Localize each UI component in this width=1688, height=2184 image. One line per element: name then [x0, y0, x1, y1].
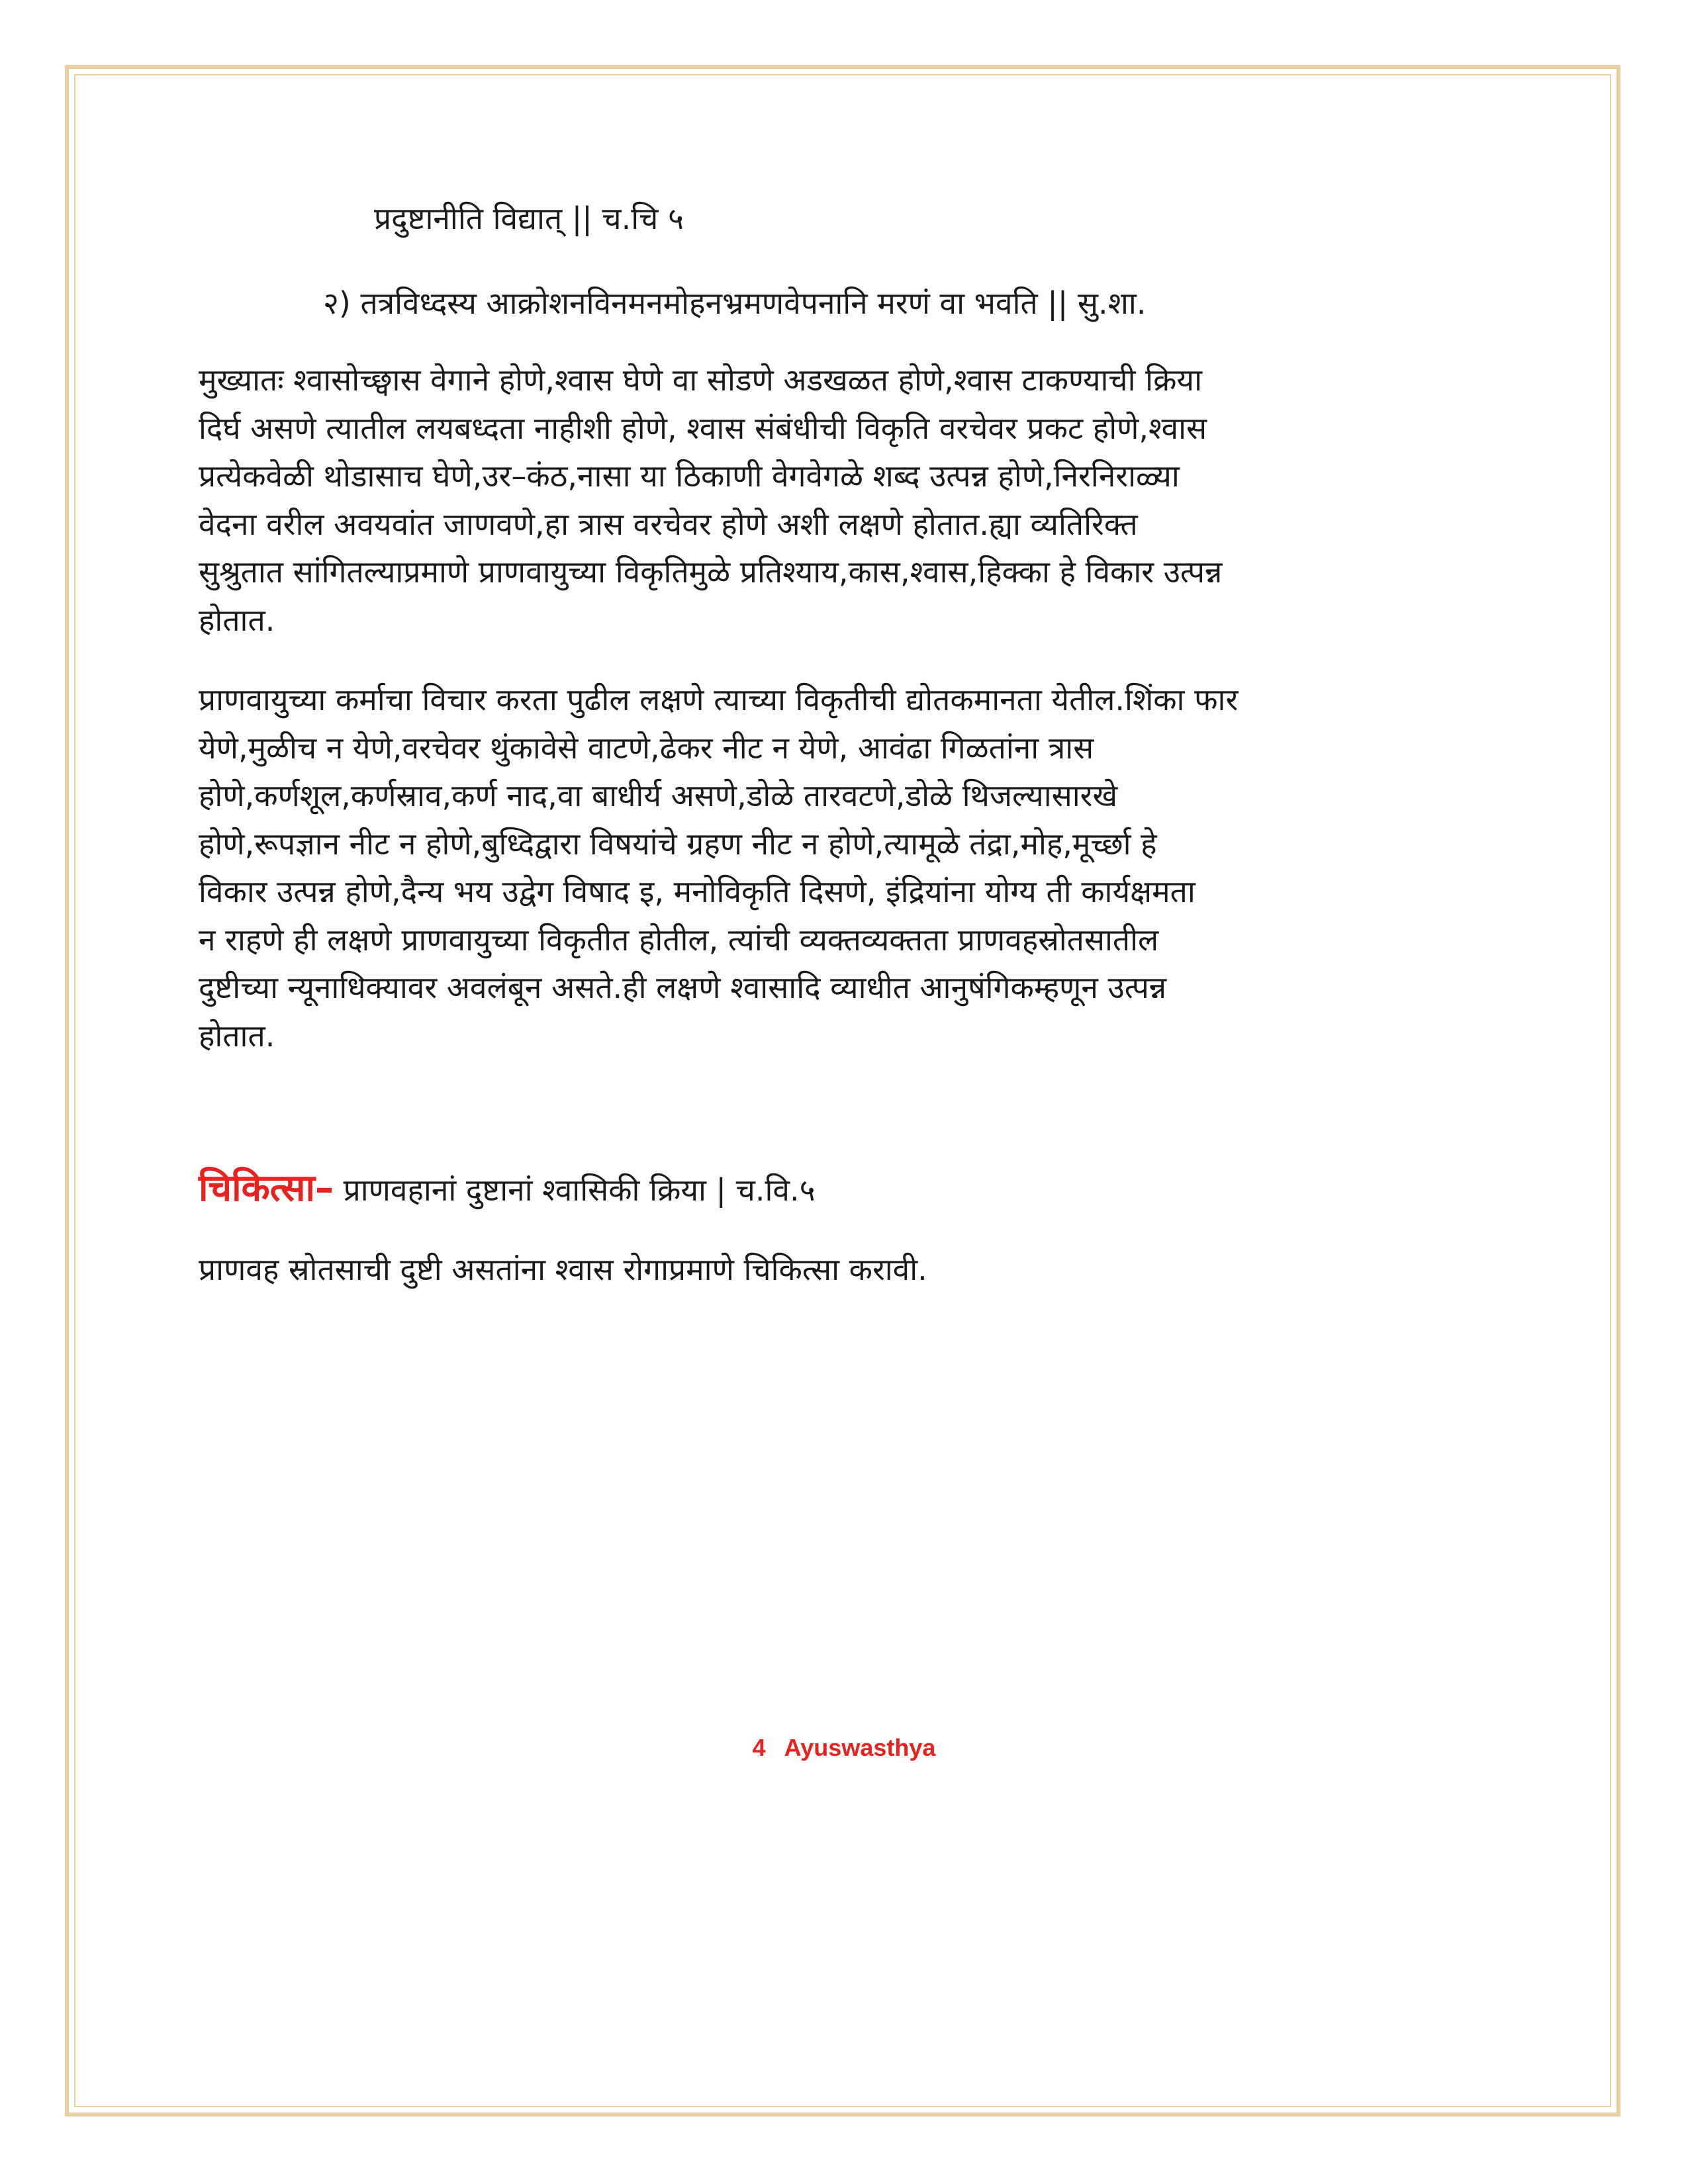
paragraph-line: मुख्यातः श्वासोच्छ्वास वेगाने होणे,श्वास घेणे वा सोडणे अडखळत होणे,श्वास टाकण्याची क्रिया	[199, 362, 1202, 398]
paragraph-line: येणे,मुळीच न येणे,वरचेवर थुंकावेसे वाटणे,ढेकर नीट न येणे, आवंढा गिळतांना त्रास	[199, 729, 1094, 766]
paragraph-line: होतात.	[199, 1017, 275, 1054]
page-number: 4	[752, 1734, 766, 1761]
paragraph-treatment	[199, 1246, 1496, 1294]
paragraph-line: विकार उत्पन्न होणे,दैन्य भय उद्वेग विषाद इ, मनोविकृति दिसणे, इंद्रियांना योग्य ती कार्यक्षमता	[199, 874, 1196, 909]
paragraph-prana-vayu	[199, 676, 1496, 1060]
paragraph-line: सुश्रुतात सांगितल्याप्रमाणे प्राणवायुच्या विकृतिमुळे प्रतिश्याय,कास,श्वास,हिक्का हे विकार उत्पन्न	[199, 554, 1223, 590]
paragraph-line: न राहणे ही लक्षणे प्राणवायुच्या विकृतीत होतील, त्यांची व्यक्तव्यक्तता प्राणवहस्रोतसातील	[199, 921, 1159, 958]
paragraph-symptoms	[199, 356, 1496, 644]
paragraph-line: होणे,रूपज्ञान नीट न होणे,बुध्दिद्वारा विषयांचे ग्रहण नीट न होणे,त्यामूळे तंद्रा,मोह,मूर्च्छा हे	[199, 825, 1157, 862]
page-footer	[0, 1734, 1688, 1762]
paragraph-line: होतात.	[199, 602, 275, 638]
verse-2: २) तत्रविध्दस्य आक्रोशनविनमनमोहनभ्रमणवेपनानि मरणं वा भवति || सु.शा.	[323, 285, 1147, 321]
paragraph-line: होणे,कर्णशूल,कर्णस्राव,कर्ण नाद,वा बाधीर्य असणे,डोळे तारवटणे,डोळे थिजल्यासारखे	[199, 778, 1118, 813]
section-title: चिकित्सा–	[199, 1167, 334, 1210]
paragraph-line: दुष्टीच्या न्यूनाधिक्यावर अवलंबून असते.ही लक्षणे श्वासादि व्याधीत आनुषंगिकम्हणून उत्पन्न	[199, 970, 1167, 1005]
section-verse: प्राणवहानां दुष्टानां श्वासिकी क्रिया | च.वि.५	[333, 1172, 816, 1208]
verse-1: प्रदुष्टानीति विद्यात् || च.चि ५	[374, 201, 684, 236]
paragraph-line: प्राणवायुच्या कर्माचा विचार करता पुढील लक्षणे त्याच्या विकृतीची द्योतकमानता येतील.शिंका फार	[199, 682, 1239, 717]
page-content	[199, 192, 1496, 1326]
footer-title: Ayuswasthya	[784, 1734, 936, 1761]
paragraph-line: प्रत्येकवेळी थोडासाच घेणे,उर–कंठ,नासा या ठिकाणी वेगवेगळे शब्द उत्पन्न होणे,निरनिराळ्या	[199, 458, 1180, 494]
paragraph-line: दिर्घ असणे त्यातील लयबध्दता नाहीशी होणे, श्वास संबंधीची विकृति वरचेवर प्रकट होणे,श्वास	[199, 410, 1207, 446]
chikitsa-section	[199, 1162, 1496, 1216]
paragraph-line: प्राणवह स्रोतसाची दुष्टी असतांना श्वास रोगाप्रमाणे चिकित्सा करावी.	[199, 1251, 927, 1287]
paragraph-line: वेदना वरील अवयवांत जाणवणे,हा त्रास वरचेवर होणे अशी लक्षणे होतात.ह्या व्यतिरिक्त	[199, 506, 1138, 542]
